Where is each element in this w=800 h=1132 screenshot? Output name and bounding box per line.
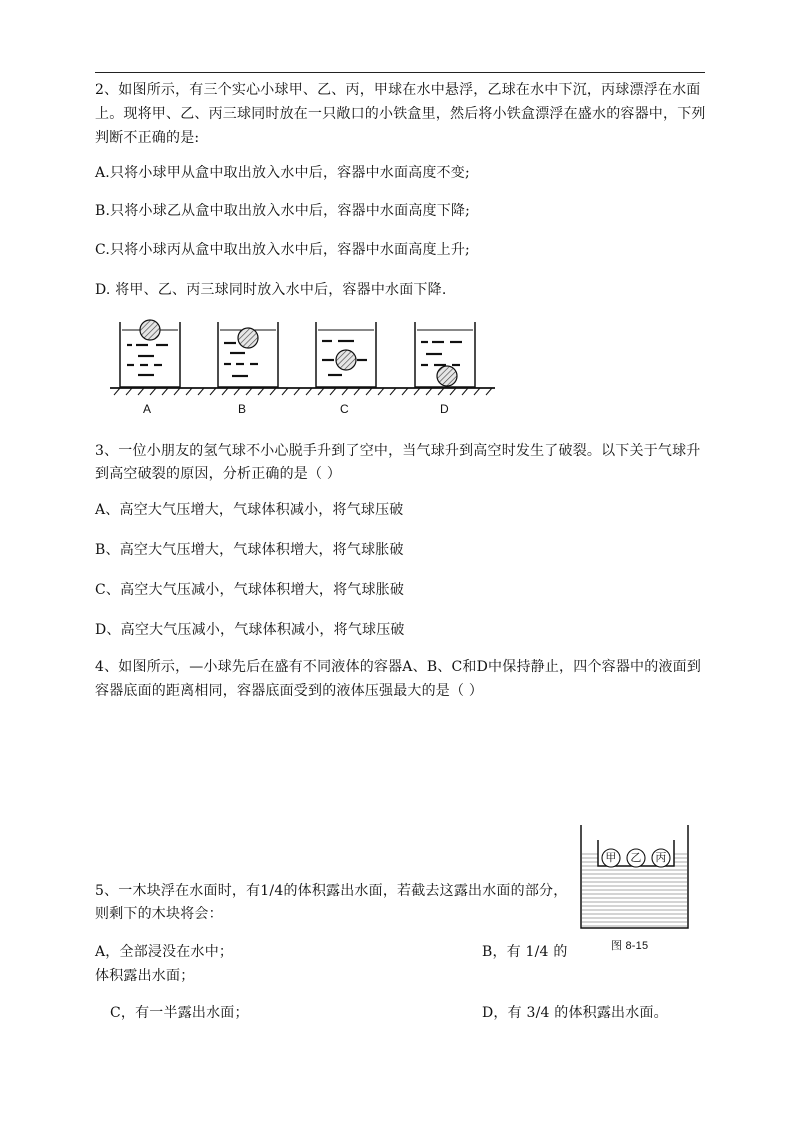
q3-option-a: A、高空大气压增大，气球体积减小，将气球压破: [95, 502, 404, 518]
ball-bing-label: 丙: [655, 851, 667, 864]
figure-label-c: C: [340, 402, 349, 416]
container-d: [415, 322, 475, 387]
ground-hatch: [114, 388, 492, 395]
q2-line-1: 2、如图所示，有三个实心小球甲、乙、丙，甲球在水中悬浮，乙球在水中下沉，丙球漂浮在水面: [95, 82, 701, 98]
q2-line-3: 判断不正确的是:: [95, 130, 200, 146]
figure-label-d: D: [440, 402, 449, 416]
q2-option-b: B.只将小球乙从盒中取出放入水中后，容器中水面高度下降;: [95, 203, 471, 219]
q4-line-1: 4、如图所示，—小球先后在盛有不同液体的容器A、B、C和D中保持静止，四个容器中的液面到: [95, 659, 702, 675]
q5-line-2: 则剩下的木块将会：: [95, 906, 223, 922]
q2-line-2: 上。现将甲、乙、丙三球同时放在一只敞口的小铁盒里，然后将小铁盒漂浮在盛水的容器中，下列: [95, 106, 706, 122]
q3-option-c: C、高空大气压减小，气球体积增大，将气球胀破: [95, 582, 405, 598]
q5-line-1: 5、一木块浮在水面时，有1/4的体积露出水面，若截去这露出水面的部分，: [95, 883, 568, 899]
ball-b: [238, 328, 258, 348]
q4-line-2: 容器底面的距离相同，容器底面受到的液体压强最大的是（ ）: [95, 683, 484, 699]
q5-option-d: D，有 3/4 的体积露出水面。: [482, 1005, 668, 1021]
figure-label-b: B: [238, 402, 247, 416]
ball-c: [336, 350, 356, 370]
container-b: [218, 322, 278, 387]
q5-option-c: C，有一半露出水面；: [110, 1005, 249, 1021]
q3-option-b: B、高空大气压增大，气球体积增大，将气球胀破: [95, 542, 404, 558]
container-a: [120, 320, 180, 387]
q3-line-1: 3、一位小朋友的氢气球不小心脱手升到了空中，当气球升到高空时发生了破裂。以下关于气球升: [95, 443, 701, 459]
q3-option-d: D、高空大气压减小，气球体积减小，将气球压破: [95, 622, 405, 638]
q5-option-b-part2: 体积露出水面；: [95, 968, 195, 984]
figure-8-15-caption: 图 8-15: [611, 940, 649, 952]
q2-option-d: D. 将甲、乙、丙三球同时放入水中后，容器中水面下降.: [95, 282, 447, 298]
figure-label-a: A: [143, 402, 152, 416]
ball-jia-label: 甲: [605, 851, 617, 864]
top-rule: [95, 72, 705, 73]
container-c: [316, 322, 376, 387]
q2-containers-figure: [110, 315, 495, 420]
q2-option-c: C.只将小球丙从盒中取出放入水中后，容器中水面高度上升;: [95, 242, 470, 258]
q2-option-a: A.只将小球甲从盒中取出放入水中后，容器中水面高度不变;: [95, 165, 470, 181]
q3-line-2: 到高空破裂的原因，分析正确的是（ ）: [95, 466, 342, 482]
q5-option-b-part1: B，有 1/4 的: [482, 944, 568, 960]
ball-a: [140, 320, 160, 340]
ball-d: [437, 366, 457, 386]
ball-yi-label: 乙: [630, 851, 642, 864]
figure-8-15: [578, 822, 698, 934]
q5-option-a: A，全部浸没在水中；: [95, 944, 234, 960]
